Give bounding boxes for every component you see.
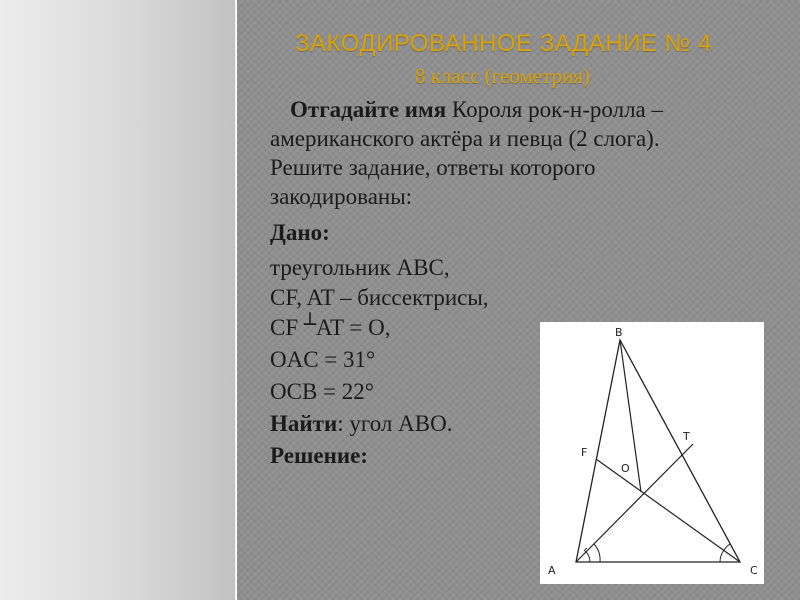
find-line xyxy=(270,409,452,438)
triangle-diagram xyxy=(540,322,764,584)
label-t: T xyxy=(683,430,690,443)
label-b: B xyxy=(615,326,623,339)
intro-line-2: американского актёра и певца (2 слога). xyxy=(270,126,660,151)
perpendicular-icon: ┴ xyxy=(303,312,316,336)
angle-arc-c-2 xyxy=(724,544,730,550)
given-angle-ocb: OCB = 22° xyxy=(270,379,374,404)
intro-line-1 xyxy=(290,95,663,124)
label-o: O xyxy=(621,462,630,475)
intro-line-4: закодированы: xyxy=(270,184,413,209)
intro-line-1-rest: Короля рок-н-ролла – xyxy=(446,97,664,122)
given-triangle: треугольник АВС, xyxy=(270,255,450,280)
left-decorative-stripe xyxy=(0,0,235,600)
given-angle-oac: OAC = 31° xyxy=(270,347,376,372)
find-text: : угол АВО. xyxy=(337,411,453,436)
slide-title: ЗАКОДИРОВАННОЕ ЗАДАНИЕ № 4 xyxy=(295,30,712,57)
label-a: A xyxy=(548,564,556,577)
angle-arc-c-1 xyxy=(720,550,724,562)
divider-line xyxy=(235,0,236,600)
slide-subtitle: 8 класс (геометрия) xyxy=(415,64,590,88)
given-label: Дано: xyxy=(270,220,330,245)
triangle-figure xyxy=(540,322,764,584)
solution-label: Решение: xyxy=(270,443,368,468)
triangle-abc xyxy=(576,340,740,562)
bisector-at xyxy=(576,444,693,562)
given-bisectors: CF, AT – биссектрисы, xyxy=(270,285,489,310)
label-f: F xyxy=(581,446,588,459)
perp-left: CF xyxy=(270,315,299,340)
perp-right: AT = O, xyxy=(315,315,391,340)
given-perpendicular xyxy=(270,313,390,343)
angle-arc-a-3 xyxy=(594,544,600,562)
bisector-cf xyxy=(596,459,740,562)
find-label: Найти xyxy=(270,411,338,436)
label-c: C xyxy=(750,564,758,577)
intro-bold: Отгадайте имя xyxy=(290,97,447,122)
intro-line-3: Решите задание, ответы которого xyxy=(270,155,596,180)
